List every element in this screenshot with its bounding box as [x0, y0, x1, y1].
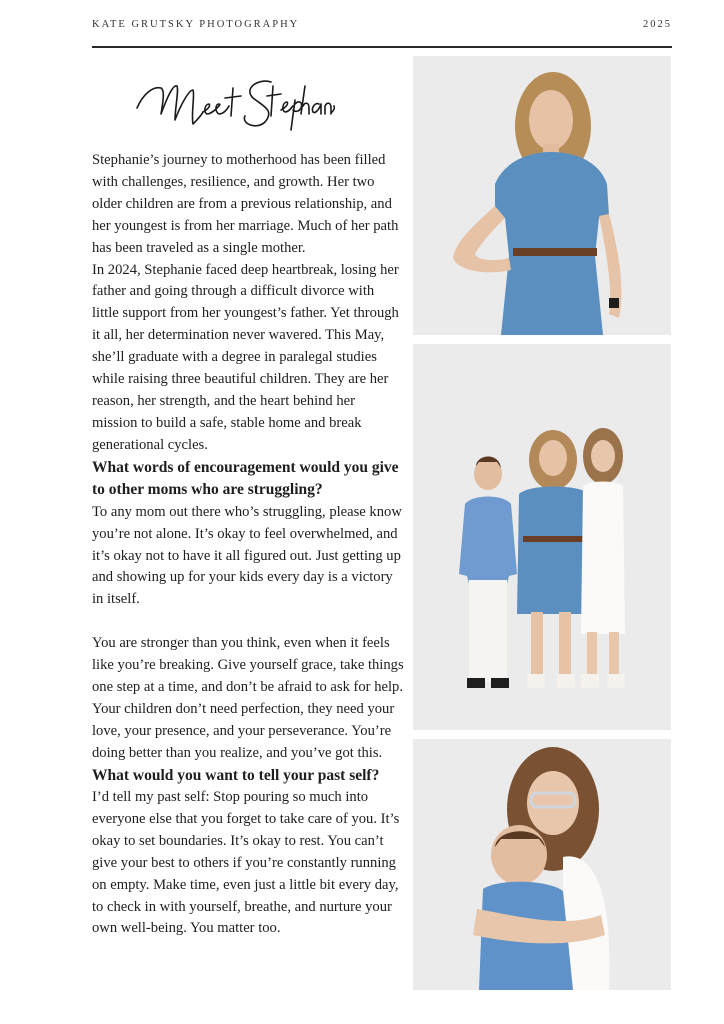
intro-paragraph-2: In 2024, Stephanie faced deep heartbreak, losing her father and going through a difficult divorce with little support from her youngest’s father. Yet through it all, her determination never wavered. This May, she’ll graduate with a degree in paralegal studies while raising three beautiful children. They are her reason, her strength, and the heart behind her mission to build a safe, stable home and break generational cycles.	[92, 261, 399, 453]
answer-encouragement-paragraph-2: You are stronger than you think, even when it feels like you’re breaking. Give yourself grace, take things one step at a time, and don’t be afraid to ask for help. Your children don’t need perfection, they need your love, your presence, and your perseverance. You’re doing better than you realize, and you’ve got this.	[92, 635, 404, 761]
header-year: 2025	[643, 18, 672, 30]
article-text-column	[92, 150, 404, 940]
photo-family-group	[413, 344, 671, 730]
brand-name: KATE GRUTSKY PHOTOGRAPHY	[92, 18, 300, 30]
header-divider	[92, 46, 672, 48]
page-header	[92, 17, 672, 31]
question-heading-encouragement: What words of encouragement would you give to other moms who are struggling?	[92, 458, 399, 499]
family-illustration	[413, 344, 671, 730]
portrait-illustration	[413, 56, 671, 335]
answer-encouragement-paragraph-1: To any mom out there who’s struggling, please know you’re not alone. It’s okay to feel overwhelmed, and it’s okay not to have it all figured out. Just getting up and showing up for your kids every day is a victory in itself.	[92, 503, 402, 608]
answer-past-self-paragraph: I’d tell my past self: Stop pouring so much into everyone else that you forget to take care of you. It’s okay to set boundaries. It’s okay to rest. You can’t give your best to others if you’re constantly running on empty. Make time, even just a little bit every day, to check in with yourself, breathe, and nurture your own well-being. You matter too.	[92, 789, 400, 937]
photo-siblings-hug	[413, 739, 671, 990]
meet-stephanie-script-title	[135, 66, 335, 136]
photo-stephanie-portrait	[413, 56, 671, 335]
siblings-illustration	[413, 739, 671, 990]
intro-paragraph-1: Stephanie’s journey to motherhood has been filled with challenges, resilience, and growth. Her two older children are from a previous relationship, and her youngest is from her marriage. Much of her path has been traveled as a single mother.	[92, 152, 399, 256]
question-heading-past-self: What would you want to tell your past self?	[92, 766, 380, 784]
paragraph-spacer	[92, 611, 404, 633]
